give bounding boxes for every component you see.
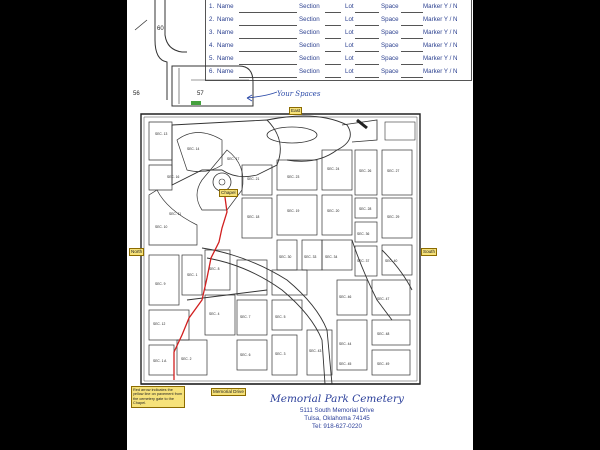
form-space-label: Space xyxy=(381,16,399,23)
cemetery-city: Tulsa, Oklahoma 74145 xyxy=(304,415,370,422)
section-label: SEC. 49 xyxy=(377,362,390,366)
form-name-label: Name xyxy=(217,29,234,36)
cemetery-title: Memorial Park Cemetery xyxy=(270,393,404,405)
cemetery-address: 5111 South Memorial Drive xyxy=(299,407,375,414)
section-label: SEC. 23 xyxy=(287,175,300,179)
section-label: SEC. 13 xyxy=(155,132,168,136)
form-name-label: Name xyxy=(217,68,234,75)
form-lot-label: Lot xyxy=(345,55,354,62)
form-marker-label: Marker Y / N xyxy=(423,68,458,75)
section-label: SEC. 48 xyxy=(377,332,390,336)
section-label: SEC. 18 xyxy=(247,215,260,219)
form-marker-label: Marker Y / N xyxy=(423,29,458,36)
section-label: SEC. 16 xyxy=(167,175,180,179)
section-label: SEC. 12 xyxy=(153,322,166,326)
your-spaces-marker xyxy=(191,101,201,105)
direction-north-tag: North xyxy=(131,249,143,254)
section-label: SEC. 43 xyxy=(309,349,322,353)
form-num-label: 3. xyxy=(209,29,215,36)
direction-south-tag: South xyxy=(423,249,436,254)
memorial-drive-tag: Memorial Drive xyxy=(213,389,244,394)
form-marker-label: Marker Y / N xyxy=(423,42,458,49)
form-name-label: Name xyxy=(217,55,234,62)
form-section-label: Section xyxy=(299,42,320,49)
form-marker-label: Marker Y / N xyxy=(423,55,458,62)
section-label: SEC. 17 xyxy=(227,157,240,161)
form-lot-label: Lot xyxy=(345,68,354,75)
section-label: SEC. 26 xyxy=(359,169,372,173)
form-section-label: Section xyxy=(299,55,320,62)
form-num-label: 6. xyxy=(209,68,215,75)
section-label: SEC. 14 xyxy=(187,147,200,151)
section-label: SEC. 29 xyxy=(387,215,400,219)
form-num-label: 4. xyxy=(209,42,215,49)
section-label: SEC. 44 xyxy=(339,342,352,346)
road-number: 56 xyxy=(133,91,140,97)
section-label: SEC. 7 xyxy=(240,315,251,319)
form-section-label: Section xyxy=(299,3,320,10)
section-label: SEC. 21 xyxy=(247,177,260,181)
form-section-label: Section xyxy=(299,68,320,75)
form-section-label: Section xyxy=(299,29,320,36)
form-space-label: Space xyxy=(381,29,399,36)
form-section-label: Section xyxy=(299,16,320,23)
form-num-label: 1. xyxy=(209,3,215,10)
map-sheet xyxy=(127,0,473,450)
form-name-label: Name xyxy=(217,16,234,23)
section-label: SEC. 11 xyxy=(169,212,182,216)
chapel-tag: Chapel xyxy=(221,190,236,195)
section-label: SEC. 27 xyxy=(387,169,400,173)
section-label: SEC. 20 xyxy=(327,209,340,213)
section-label: SEC. 24 xyxy=(327,167,340,171)
form-name-label: Name xyxy=(217,42,234,49)
section-label: SEC. 45 xyxy=(339,362,352,366)
form-num-label: 2. xyxy=(209,16,215,23)
section-label: SEC. 36 xyxy=(357,232,370,236)
form-name-label: Name xyxy=(217,3,234,10)
section-label: SEC. 4 xyxy=(209,312,220,316)
section-label: SEC. 30 xyxy=(279,255,292,259)
road-number: 60 xyxy=(157,26,164,32)
cemetery-phone: Tel: 918-627-0220 xyxy=(312,423,362,430)
section-label: SEC. 34 xyxy=(325,255,338,259)
form-space-label: Space xyxy=(381,42,399,49)
section-label: SEC. 1 xyxy=(187,273,198,277)
road-number: 57 xyxy=(197,91,204,97)
section-label: SEC. 9 xyxy=(155,282,166,286)
form-lot-label: Lot xyxy=(345,29,354,36)
section-label: SEC. 33 xyxy=(304,255,317,259)
route-note: Red arrow indicates the yellow line on pavement from the cemetery gate to the Chapel. xyxy=(131,386,185,408)
section-label: SEC. 1 A xyxy=(153,359,167,363)
section-label: SEC. 37 xyxy=(357,259,370,263)
your-spaces-annotation: Your Spaces xyxy=(277,90,321,98)
section-label: SEC. 10 xyxy=(155,225,168,229)
form-num-label: 5. xyxy=(209,55,215,62)
section-label: SEC. 19 xyxy=(287,209,300,213)
form-space-label: Space xyxy=(381,55,399,62)
section-label: SEC. 28 xyxy=(359,207,372,211)
section-label: SEC. 47 xyxy=(377,297,390,301)
form-space-label: Space xyxy=(381,3,399,10)
section-label: SEC. 46 xyxy=(339,295,352,299)
section-label: SEC. 3 xyxy=(275,352,286,356)
section-label: SEC. 2 xyxy=(181,357,192,361)
form-space-label: Space xyxy=(381,68,399,75)
cemetery-map xyxy=(127,0,473,450)
form-marker-label: Marker Y / N xyxy=(423,3,458,10)
form-lot-label: Lot xyxy=(345,16,354,23)
section-label: SEC. 40 xyxy=(385,259,398,263)
section-label: SEC. 5 xyxy=(275,315,286,319)
section-label: SEC. 6 xyxy=(240,353,251,357)
form-lot-label: Lot xyxy=(345,3,354,10)
section-label: SEC. 8 xyxy=(209,267,220,271)
form-lot-label: Lot xyxy=(345,42,354,49)
direction-east-tag: East xyxy=(291,108,301,113)
form-marker-label: Marker Y / N xyxy=(423,16,458,23)
